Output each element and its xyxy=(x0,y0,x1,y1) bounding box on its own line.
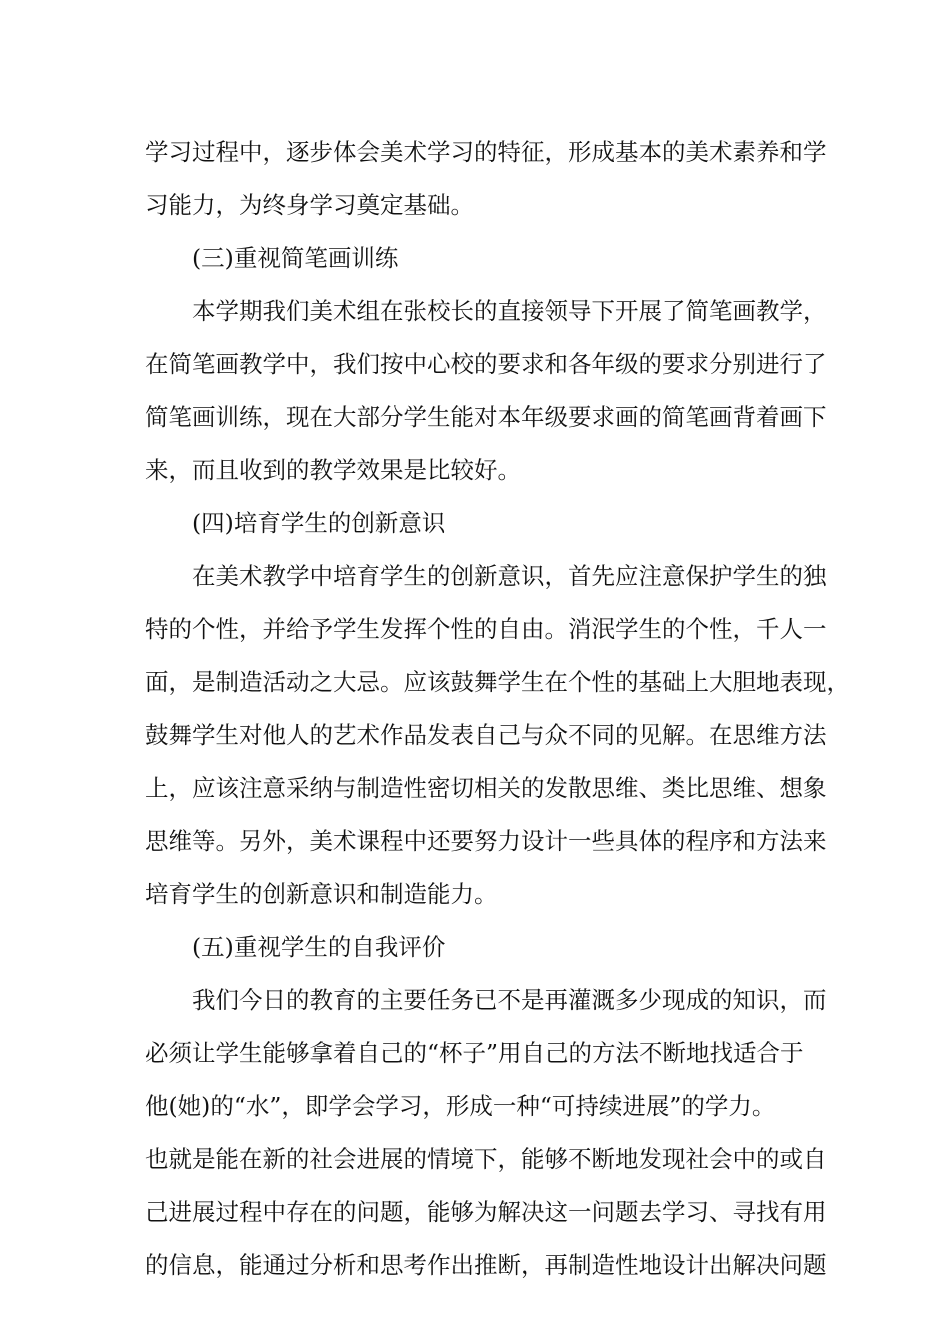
text-line xyxy=(0,448,950,492)
text-line xyxy=(0,1031,950,1075)
heading-text: (三)重视简笔画训练 xyxy=(192,244,399,272)
line-text: 他(她)的“水”，即学会学习，形成一种“可持续进展”的学力。 xyxy=(145,1092,776,1120)
line-text: 思维等。另外，美术课程中还要努力设计一些具体的程序和方法来 xyxy=(145,827,827,855)
text-line xyxy=(0,1190,950,1234)
line-text: 面，是制造活动之大忌。应该鼓舞学生在个性的基础上大胆地表现， xyxy=(145,668,850,696)
line-text: 来，而且收到的教学效果是比较好。 xyxy=(145,456,521,484)
line-text: 在美术教学中培育学生的创新意识，首先应注意保护学生的独 xyxy=(192,562,827,590)
text-line xyxy=(0,183,950,227)
text-line xyxy=(0,872,950,916)
text-line xyxy=(0,1084,950,1128)
text-line xyxy=(0,342,950,386)
text-line xyxy=(0,1243,950,1287)
line-text: 特的个性，并给予学生发挥个性的自由。消泯学生的个性，千人一 xyxy=(145,615,827,643)
line-text: 学习过程中，逐步体会美术学习的特征，形成基本的美术素养和学 xyxy=(145,138,827,166)
section-heading xyxy=(0,236,950,280)
line-text: 我们今日的教育的主要任务已不是再灌溉多少现成的知识，而 xyxy=(192,986,827,1014)
text-line xyxy=(0,660,950,704)
section-heading xyxy=(0,925,950,969)
line-text: 培育学生的创新意识和制造能力。 xyxy=(145,880,498,908)
text-line xyxy=(0,1137,950,1181)
line-text: 己进展过程中存在的问题，能够为解决这一问题去学习、寻找有用 xyxy=(145,1198,827,1226)
line-text: 本学期我们美术组在张校长的直接领导下开展了简笔画教学， xyxy=(192,297,827,325)
text-line xyxy=(0,819,950,863)
line-text: 在简笔画教学中，我们按中心校的要求和各年级的要求分别进行了 xyxy=(145,350,827,378)
text-line xyxy=(0,554,950,598)
text-line xyxy=(0,713,950,757)
line-text: 的信息，能通过分析和思考作出推断，再制造性地设计出解决问题 xyxy=(145,1251,827,1279)
text-line xyxy=(0,978,950,1022)
text-line xyxy=(0,766,950,810)
text-line xyxy=(0,395,950,439)
heading-text: (五)重视学生的自我评价 xyxy=(192,933,446,961)
line-text: 也就是能在新的社会进展的情境下，能够不断地发现社会中的或自 xyxy=(145,1145,827,1173)
text-line xyxy=(0,130,950,174)
line-text: 习能力，为终身学习奠定基础。 xyxy=(145,191,474,219)
line-text: 简笔画训练，现在大部分学生能对本年级要求画的简笔画背着画下 xyxy=(145,403,827,431)
heading-text: (四)培育学生的创新意识 xyxy=(192,509,446,537)
line-text: 鼓舞学生对他人的艺术作品发表自己与众不同的见解。在思维方法 xyxy=(145,721,827,749)
section-heading xyxy=(0,501,950,545)
line-text: 上，应该注意采纳与制造性密切相关的发散思维、类比思维、想象 xyxy=(145,774,827,802)
text-line xyxy=(0,607,950,651)
line-text: 必须让学生能够拿着自己的“杯子”用自己的方法不断地找适合于 xyxy=(145,1039,804,1067)
text-line xyxy=(0,289,950,333)
